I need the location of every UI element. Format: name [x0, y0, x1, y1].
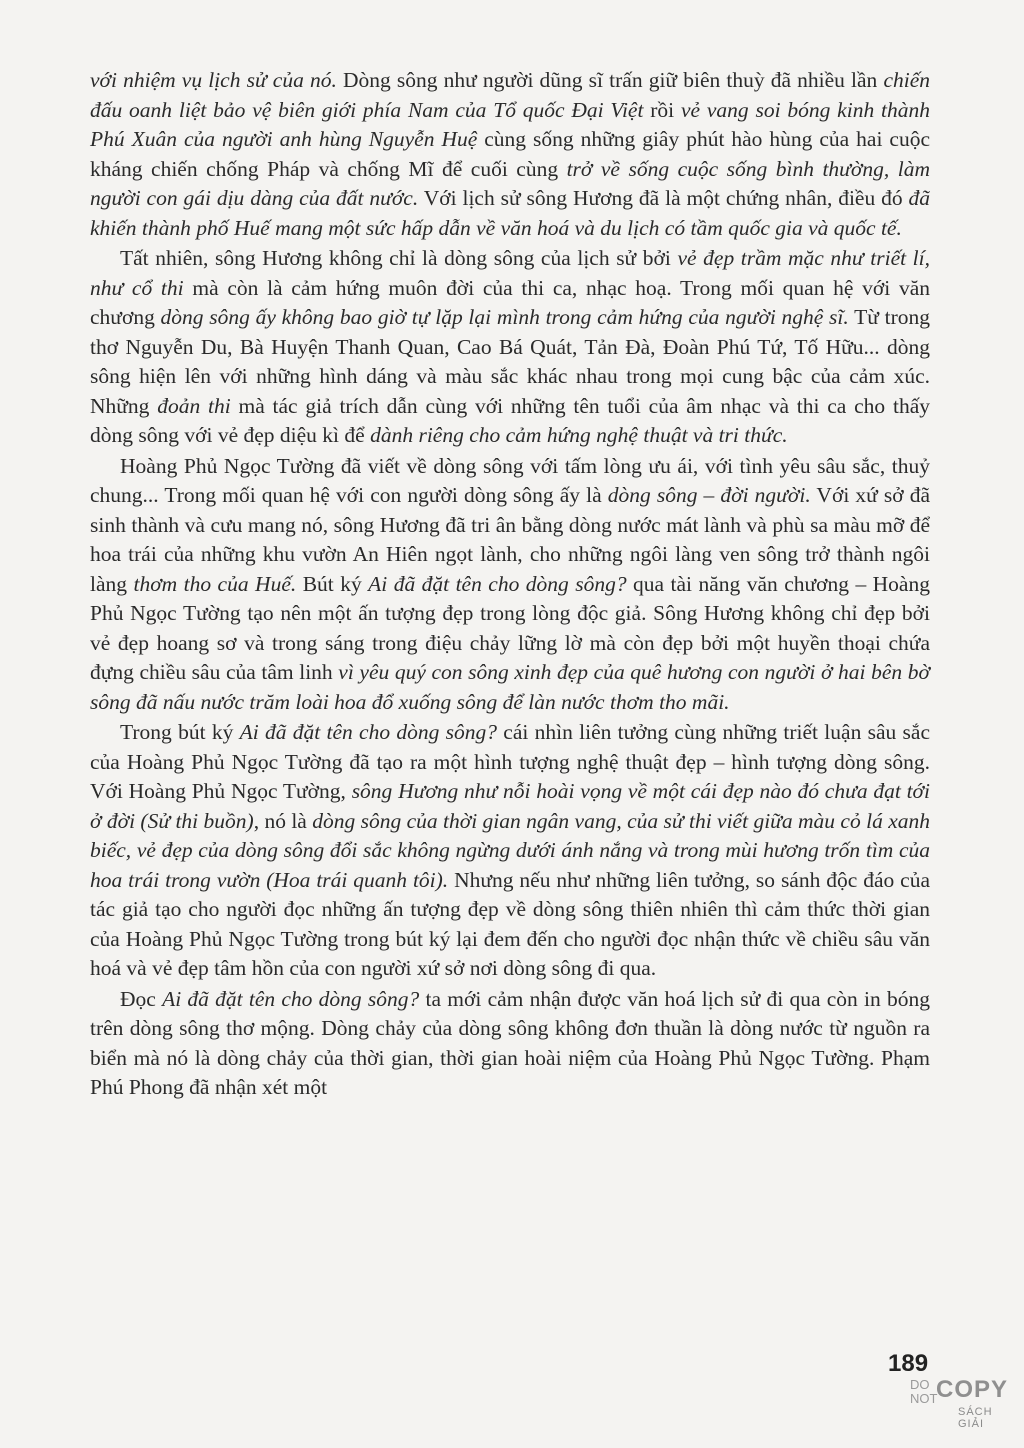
italic-run: vì yêu quý con sông xinh đẹp của quê hương con người ở hai bên bờ sông đã nấu nước trăm loài hoa đổ xuống sông để làn nước thơm tho mãi.	[90, 660, 930, 714]
text-run: mà tác giả trích dẫn cùng với những tên tuổi của âm nhạc và thi ca cho thấy dòng sông với vẻ đẹp diệu kì để	[90, 393, 930, 447]
italic-run: vẻ đẹp trầm mặc như triết lí, như cổ thi	[90, 246, 930, 300]
italic-run: Ai đã đặt tên cho dòng sông?	[368, 571, 627, 596]
italic-run: với nhiệm vụ lịch sử của nó.	[90, 68, 337, 92]
text-run: , nó là	[253, 808, 313, 833]
text-run: rồi	[643, 97, 681, 122]
text-run: Hoàng Phủ Ngọc Tường đã viết về dòng sông với tấm lòng ưu ái, với tình yêu sâu sắc, thuỷ chung... Trong mối quan hệ với con người dòng sông ấy là	[90, 453, 930, 507]
italic-run: dòng sông ấy không bao giờ tự lặp lại mình trong cảm hứng của người nghệ sĩ.	[160, 305, 849, 329]
text-run: Đọc	[120, 986, 163, 1011]
watermark-do: DO	[910, 1377, 930, 1392]
text-run: Với xứ sở đã sinh thành và cưu mang nó, sông Hương đã tri ân bằng dòng nước mát lành và phù sa màu mỡ để hoa trái của những khu vườn An Hiên ngọt lành, cho những ngôi làng ven sông trở thành ngôi làng	[90, 483, 930, 596]
paragraph	[90, 985, 930, 1103]
italic-run: chiến đấu oanh liệt bảo vệ biên giới phía Nam của Tổ quốc Đại Việt	[90, 68, 930, 122]
italic-run: dòng sông của thời gian ngân vang, của sử thi viết giữa màu cỏ lá xanh biếc, vẻ đẹp của dòng sông đổi sắc không ngừng dưới ánh nắng và trong mùi hương trốn tìm của hoa trái trong vườn (Hoa trái quanh tôi).	[90, 808, 930, 892]
italic-run: sông Hương như nỗi hoài vọng về một cái đẹp nào đó chưa đạt tới ở đời (Sử thi buồn)	[90, 779, 931, 833]
italic-run: dành riêng cho cảm hứng nghệ thuật và tri thức.	[370, 423, 788, 447]
text-run: mà còn là cảm hứng muôn đời của thi ca, nhạc hoạ. Trong mối quan hệ với văn chương	[90, 275, 931, 329]
paragraph	[90, 452, 930, 718]
italic-run: đã khiến thành phố Huế mang một sức hấp dẫn về văn hoá và du lịch có tầm quốc gia và quốc tế.	[90, 186, 930, 240]
watermark-subtext: SÁCH GIẢI	[958, 1406, 993, 1430]
paragraph	[90, 718, 930, 984]
italic-run: thơm tho của Huế.	[133, 571, 297, 596]
text-run: ta mới cảm nhận được văn hoá lịch sử đi qua còn in bóng trên dòng sông thơ mộng. Dòng chảy của dòng sông không đơn thuần là dòng nước từ nguồn ra biển mà nó là dòng chảy của thời gian, thời gian hoài niệm của Hoàng Phủ Ngọc Tường. Phạm Phú Phong đã nhận xét một	[90, 986, 930, 1099]
text-run: Tất nhiên, sông Hương không chỉ là dòng sông của lịch sử bởi	[120, 246, 678, 270]
text-run: Từ trong thơ Nguyễn Du, Bà Huyện Thanh Quan, Cao Bá Quát, Tản Đà, Đoàn Phú Tứ, Tố Hữu... dòng sông hiện lên với những hình dáng và màu sắc khác nhau trong mọi cung bậc của cảm xúc. Những	[90, 305, 930, 418]
text-run: Bút ký	[296, 571, 369, 596]
text-run: cái nhìn liên tưởng cùng những triết luận sâu sắc của Hoàng Phủ Ngọc Tường đã tạo ra một hình tượng nghệ thuật đẹp – hình tượng dòng sông. Với Hoàng Phủ Ngọc Tường,	[90, 720, 930, 803]
italic-run: Ai đã đặt tên cho dòng sông?	[162, 986, 420, 1011]
page-number: 189	[888, 1350, 929, 1377]
text-run: qua tài năng văn chương – Hoàng Phủ Ngọc Tường tạo nên một ấn tượng đẹp trong lòng độc giả. Sông Hương không chỉ đẹp bởi vẻ đẹp hoang sơ và trong sáng trong điệu chảy lững lờ mà còn đẹp bởi một huyền thoại chứa đựng chiều sâu của tâm linh	[90, 571, 930, 684]
paragraph	[90, 244, 930, 451]
italic-run: đoản thi	[157, 393, 231, 418]
page-text-body	[90, 66, 930, 1103]
text-run: Dòng sông như người dũng sĩ trấn giữ biên thuỳ đã nhiều lần	[336, 68, 884, 92]
text-run: Với lịch sử sông Hương đã là một chứng nhân, điều đó	[418, 186, 909, 210]
text-run: cùng sống những giây phút hào hùng của hai cuộc kháng chiến chống Pháp và chống Mĩ để cuối cùng	[90, 127, 930, 181]
watermark-copy: COPY	[936, 1376, 1009, 1403]
text-run: Trong bút ký	[120, 720, 240, 744]
watermark-logo	[910, 1378, 1020, 1440]
italic-run: vẻ vang soi bóng kinh thành Phú Xuân của người anh hùng Nguyễn Huệ	[90, 97, 930, 151]
text-run: Nhưng nếu như những liên tưởng, so sánh độc đáo của tác giả tạo cho người đọc những ấn tượng đẹp về dòng sông thiên nhiên thì cảm thức thời gian của Hoàng Phủ Ngọc Tường trong bút ký lại đem đến cho người đọc nhận thức về chiều sâu văn hoá và vẻ đẹp tâm hồn của con người xứ sở nơi dòng sông đi qua.	[90, 867, 930, 980]
watermark-not: NOT	[910, 1391, 938, 1406]
italic-run: trở về sống cuộc sống bình thường, làm người con gái dịu dàng của đất nước.	[90, 156, 930, 210]
italic-run: dòng sông – đời người.	[607, 483, 811, 507]
paragraph	[90, 66, 930, 243]
italic-run: Ai đã đặt tên cho dòng sông?	[239, 720, 498, 744]
